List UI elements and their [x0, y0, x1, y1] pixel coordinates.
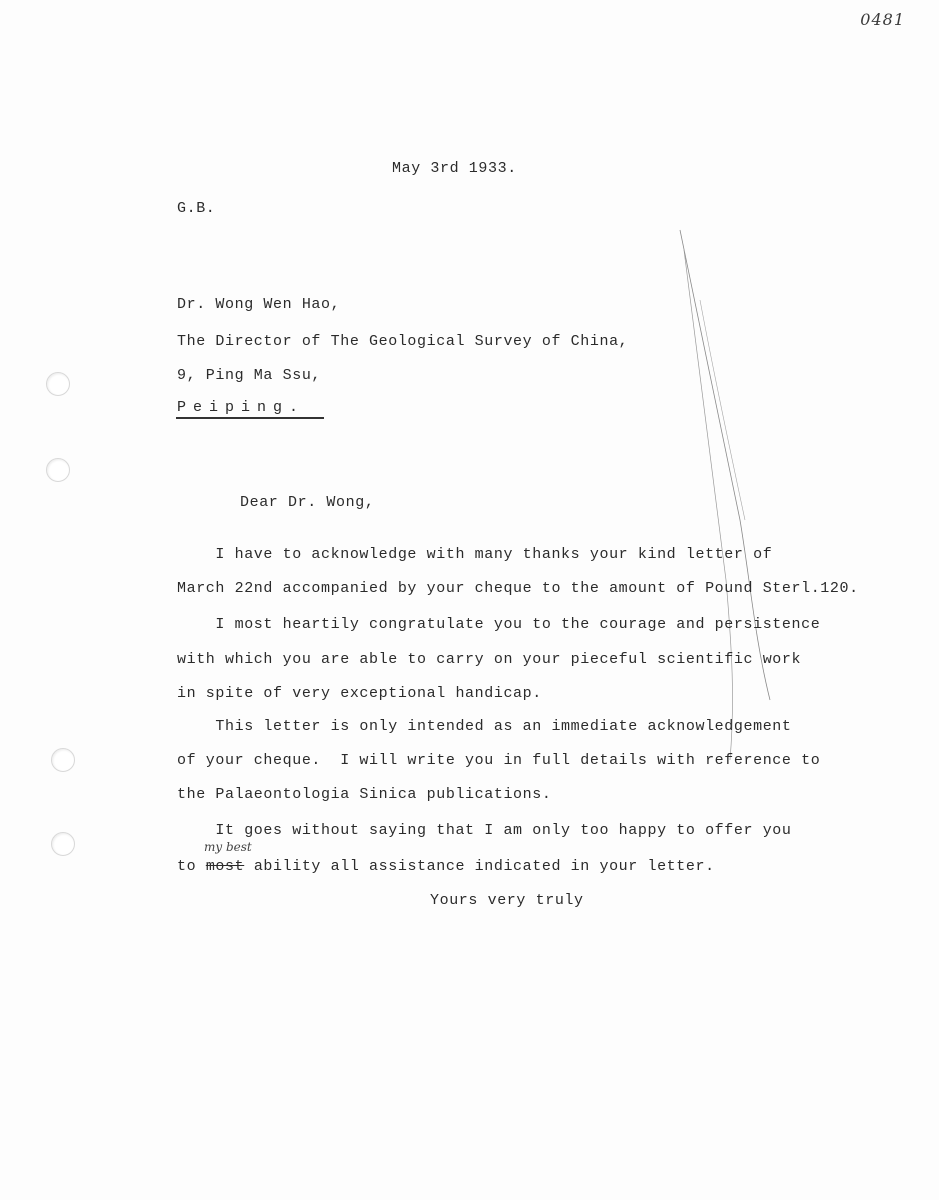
salutation: Dear Dr. Wong, — [240, 494, 375, 511]
address-line: 9, Ping Ma Ssu, — [177, 367, 322, 384]
body-line: I have to acknowledge with many thanks your kind letter of — [177, 546, 773, 563]
archive-number: 0481 — [860, 10, 905, 29]
closing: Yours very truly — [430, 892, 584, 909]
address-city: Peiping. — [177, 399, 306, 416]
sender-initials: G.B. — [177, 200, 216, 217]
body-line: I most heartily congratulate you to the courage and persistence — [177, 616, 821, 633]
body-line: This letter is only intended as an immediate acknowledgement — [177, 718, 792, 735]
handwritten-correction: my best — [204, 840, 252, 854]
letter-date: May 3rd 1933. — [392, 160, 517, 177]
body-text: to — [177, 858, 206, 875]
body-text: ability all assistance indicated in your letter. — [244, 858, 715, 875]
struck-word: most — [205, 858, 245, 875]
body-line: the Palaeontologia Sinica publications. — [177, 786, 552, 803]
address-line: Dr. Wong Wen Hao, — [177, 296, 341, 313]
body-line: with which you are able to carry on your pieceful scientific work — [177, 651, 802, 668]
body-line: March 22nd accompanied by your cheque to the amount of Pound Sterl.120. — [177, 580, 859, 597]
city-underline — [176, 417, 324, 419]
body-line: It goes without saying that I am only too happy to offer you — [177, 822, 792, 839]
address-line: The Director of The Geological Survey of China, — [177, 333, 629, 350]
body-line: of your cheque. I will write you in full details with reference to — [177, 752, 821, 769]
body-line: in spite of very exceptional handicap. — [177, 685, 542, 702]
body-line-corrected — [177, 858, 715, 875]
